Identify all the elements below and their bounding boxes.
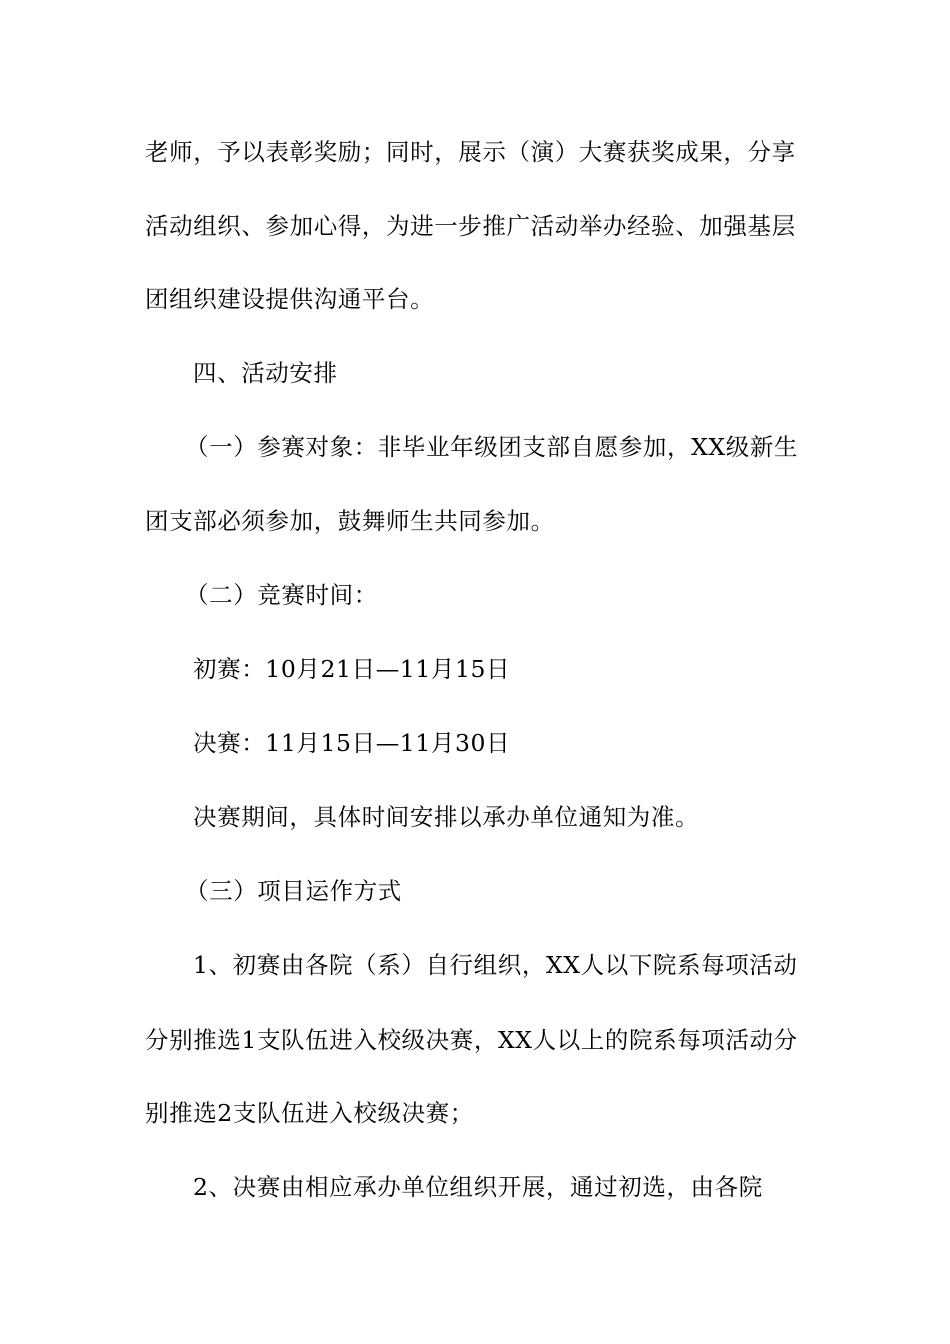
section-heading-activity-arrangement: 四、活动安排 [193, 359, 338, 387]
item-1-line-3: 别推选2支队伍进入校级决赛； [145, 1099, 474, 1127]
final-schedule-note: 决赛期间，具体时间安排以承办单位通知为准。 [193, 803, 700, 831]
paragraph-line-1: 老师，予以表彰奖励；同时，展示（演）大赛获奖成果，分享 [145, 138, 796, 166]
subsection-competition-time: （二）竞赛时间： [185, 581, 378, 609]
item-1-line-1: 1、初赛由各院（系）自行组织，XX人以下院系每项活动 [193, 951, 798, 979]
preliminary-round-dates: 初赛：10月21日—11月15日 [193, 655, 511, 683]
subsection-operation-method: （三）项目运作方式 [185, 877, 402, 905]
subsection-participants: （一）参赛对象：非毕业年级团支部自愿参加，XX级新生 [185, 433, 799, 461]
paragraph-line-2: 活动组织、参加心得，为进一步推广活动举办经验、加强基层 [145, 212, 796, 240]
item-1-line-2: 分别推选1支队伍进入校级决赛，XX人以上的院系每项活动分 [145, 1026, 798, 1054]
paragraph-line-participants-cont: 团支部必须参加，鼓舞师生共同参加。 [145, 507, 555, 535]
paragraph-line-3: 团组织建设提供沟通平台。 [145, 285, 435, 313]
item-2-line-1: 2、决赛由相应承办单位组织开展，通过初选，由各院 [193, 1173, 763, 1201]
final-round-dates: 决赛：11月15日—11月30日 [193, 729, 511, 757]
